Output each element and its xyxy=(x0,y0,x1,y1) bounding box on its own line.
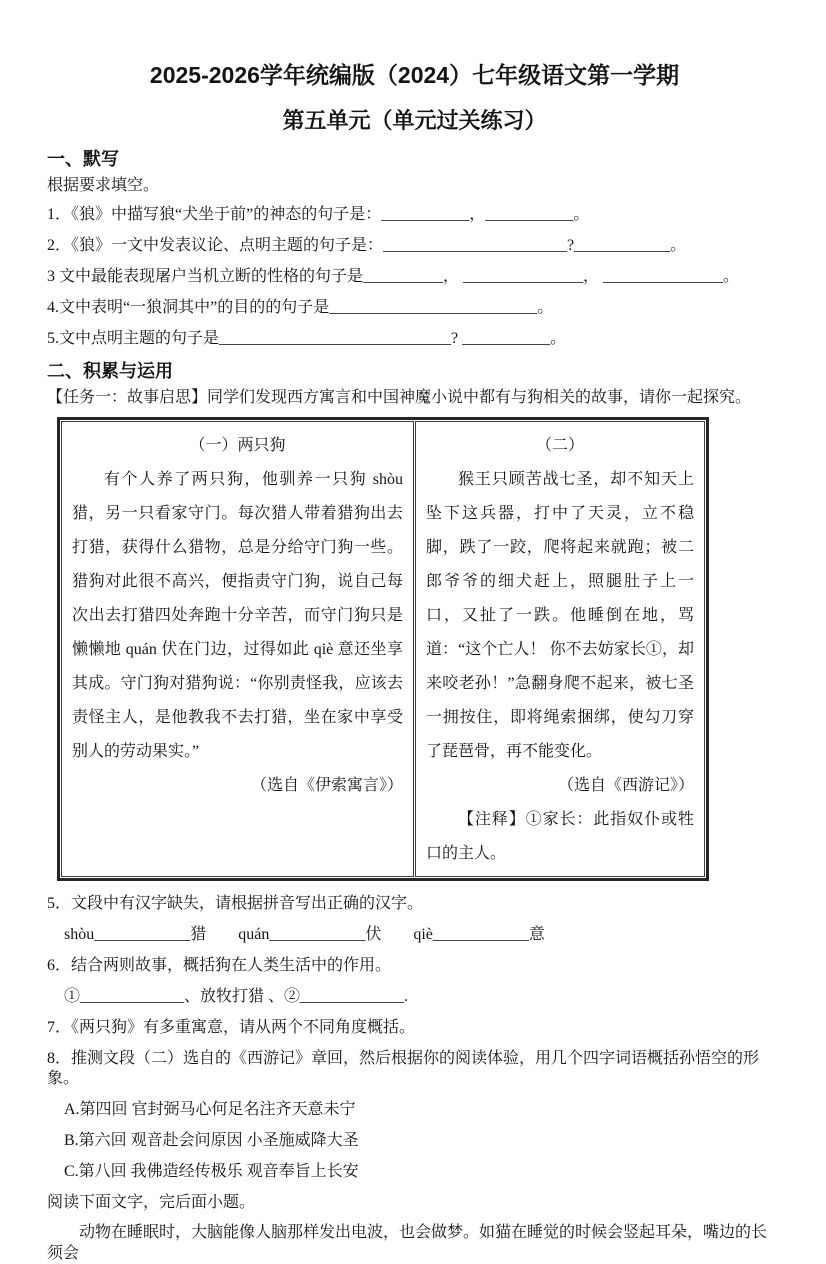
pinyin-fill-line: shòu____________猎 quán____________伏 qiè____________意 xyxy=(64,926,545,943)
dictation-question-4: 4.文中表明“一狼洞其中”的目的的句子是__________________________。 xyxy=(47,299,554,316)
passage-two-source: （选自《西游记》） xyxy=(557,777,694,794)
section-accumulation-heading: 二、积累与运用 xyxy=(47,361,173,381)
passage-two-cell xyxy=(415,421,705,877)
question-8: 8．推测文段（二）选自的《西游记》章回，然后根据你的阅读体验，用几个四字词语概括孙悟空的形象。 xyxy=(47,1050,760,1087)
dictation-question-1: 1．《狼》中描写狼“犬坐于前”的神态的句子是：___________，___________。 xyxy=(47,206,590,223)
dictation-question-5: 5.文中点明主题的句子是_____________________________? ___________。 xyxy=(47,330,567,347)
passage-table xyxy=(57,417,782,881)
reading-instruction: 阅读下面文字，完后面小题。 xyxy=(47,1194,256,1211)
passage-one-cell xyxy=(61,421,414,877)
passage-two-note: 【注释】①家长：此指奴仆或牲口的主人。 xyxy=(426,811,694,862)
passage-two-body: 猴王只顾苦战七圣，却不知天上坠下这兵器，打中了天灵，立不稳脚，跌了一跤，爬将起来就跑；被二郎爷爷的细犬赶上，照腿肚子上一口，又扯了一跌。他睡倒在地，骂道：“这个亡人！ 你不去妨家长①，却来咬老孙！”急翻身爬不起来，被七圣一拥按住，即将绳索捆绑，使勾刀穿了琵琶骨，再不能变化。 xyxy=(426,471,694,760)
passage-one-source: （选自《伊索寓言》） xyxy=(250,777,403,794)
question-5: 5．文段中有汉字缺失，请根据拼音写出正确的汉字。 xyxy=(47,895,424,912)
dictation-intro: 根据要求填空。 xyxy=(47,177,160,194)
page-title-line-1: 2025-2026学年统编版（2024）七年级语文第一学期 xyxy=(149,62,680,88)
roles-fill-line: ①_____________、放牧打猎 、②_____________. xyxy=(64,988,409,1005)
task-one-intro: 【任务一：故事启思】同学们发现西方寓言和中国神魔小说中都有与狗相关的故事，请你一起探究。 xyxy=(47,389,752,406)
option-c: C.第八回 我佛造经传极乐 观音奉旨上长安 xyxy=(64,1163,359,1180)
dictation-question-2: 2．《狼》一文中发表议论、点明主题的句子是：_______________________?____________。 xyxy=(47,237,687,254)
passage-one-title: （一）两只狗 xyxy=(189,437,286,454)
dictation-question-3: 3 文中最能表现屠户当机立断的性格的句子是__________， _______________， _______________。 xyxy=(47,268,740,285)
question-6: 6．结合两则故事，概括狗在人类生活中的作用。 xyxy=(47,957,392,974)
option-a: A.第四回 官封弼马心何足名注齐天意未宁 xyxy=(64,1101,356,1118)
page-title-line-2: 第五单元（单元过关练习） xyxy=(282,108,547,133)
option-b: B.第六回 观音赴会问原因 小圣施威降大圣 xyxy=(64,1132,359,1149)
question-7: 7．《两只狗》有多重寓意，请从两个不同角度概括。 xyxy=(47,1019,416,1036)
passage-one-body: 有个人养了两只狗，他驯养一只狗 shòu 猎，另一只看家守门。每次猎人带着猎狗出去打猎，获得什么猎物，总是分给守门狗一些。猎狗对此很不高兴，便指责守门狗，说自己每次出去打猎四处奔跑十分辛苦，而守门狗只是懒懒地 quán 伏在门边，过得如此 qiè 意还坐享其成。守门狗对猎狗说：“你别责怪我，应该去责怪主人，是他教我不去打猎，坐在家中享受别人的劳动果实。” xyxy=(72,471,403,760)
passage-two-title: （二） xyxy=(535,437,584,454)
reading-paragraph: 动物在睡眠时，大脑能像人脑那样发出电波，也会做梦。如猫在睡觉的时候会竖起耳朵，嘴边的长须会 xyxy=(47,1224,768,1262)
section-dictation-heading: 一、默写 xyxy=(47,149,119,169)
